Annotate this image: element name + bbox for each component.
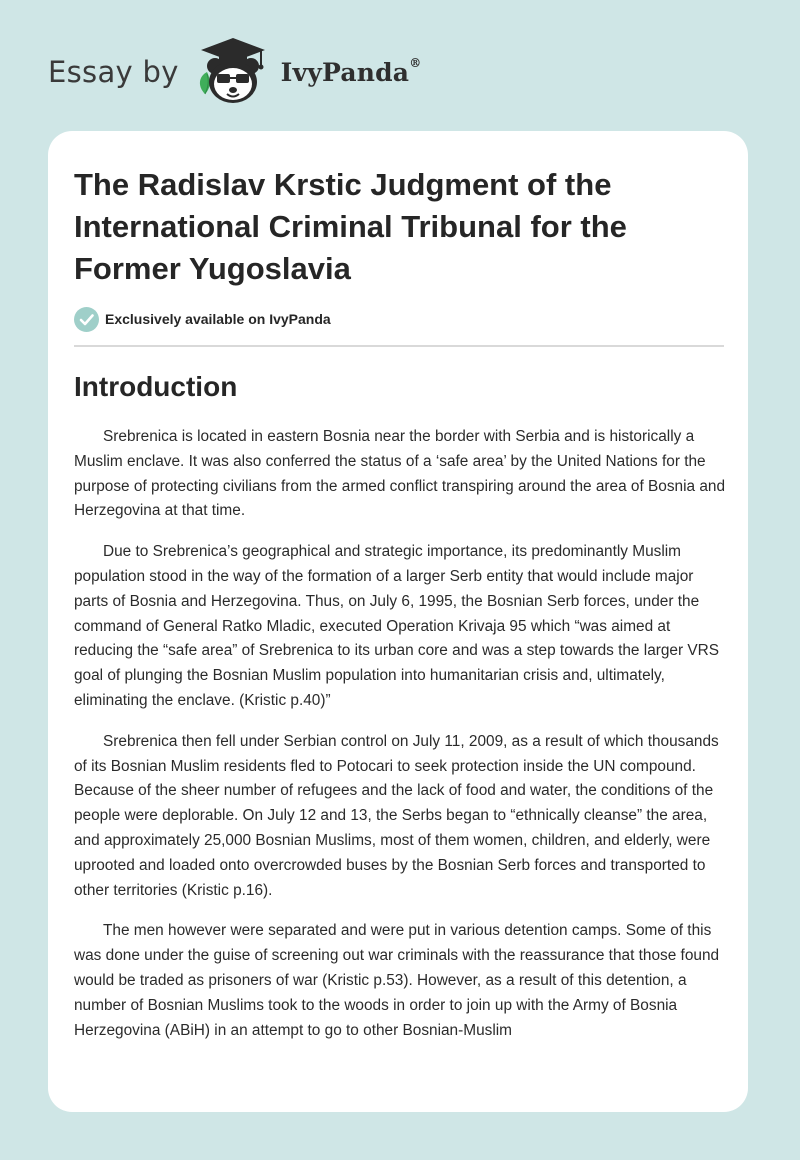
paragraph: Srebrenica is located in eastern Bosnia near the border with Serbia and is historically a Muslim enclave. It was also conferred the status of a ‘safe area’ by the United Nations for the purpose of protecting civilians from the armed conflict transpiring around the area of Bosnia and Herzegovina at that time. <box>74 428 726 520</box>
exclusive-badge-text: Exclusively available on IvyPanda <box>105 311 331 327</box>
site-brand[interactable] <box>48 36 421 108</box>
brand-prefix: Essay by <box>48 55 179 89</box>
panda-graduate-icon <box>193 36 275 108</box>
exclusive-badge <box>74 306 331 332</box>
section-heading: Introduction <box>74 371 238 402</box>
article-body <box>74 425 726 1059</box>
registered-mark: ® <box>409 55 422 70</box>
paragraph: The men however were separated and were put in various detention camps. Some of this was done under the guise of screening out war criminals with the reassurance that those found would be traded as prisoners of war (Kristic p.53). However, as a result of this detention, a number of Bosnian Muslims took to the woods in order to join up with the Army of Bosnia Herzegovina (ABiH) in an attempt to go to other Bosnian-Muslim <box>74 922 720 1039</box>
article-card <box>48 131 748 1112</box>
divider <box>74 345 724 347</box>
paragraph: Due to Srebrenica’s geographical and strategic importance, its predominantly Muslim population stood in the way of the formation of a larger Serb entity that would include major parts of Bosnia and Herzegovina. Thus, on July 6, 1995, the Bosnian Serb forces, under the command of General Ratko Mladic, executed Operation Krivaja 95 which “was aimed at reducing the “safe area” of Srebrenica to its urban core and was a step towards the larger VRS goal of plunging the Bosnian Muslim population into humanitarian crisis and, ultimately, eliminating the enclave. (Kristic p.40)” <box>74 543 720 709</box>
brand-name: IvyPanda® <box>280 55 422 87</box>
paragraph: Srebrenica then fell under Serbian control on July 11, 2009, as a result of which thousands of its Bosnian Muslim residents fled to Potocari to seek protection inside the UN compound. Because of the sheer number of refugees and the lack of food and water, the conditions of the people were deplorable. On July 12 and 13, the Serbs began to “ethnically cleanse” the area, and approximately 25,000 Bosnian Muslims, most of them women, children, and elderly, were uprooted and loaded onto overcrowded buses by the Bosnian Serb forces and transported to other territories (Kristic p.16). <box>74 732 719 899</box>
article-title: The Radislav Krstic Judgment of the International Criminal Tribunal for the Former Yugoslavia <box>74 167 627 286</box>
check-circle-icon <box>74 307 99 332</box>
